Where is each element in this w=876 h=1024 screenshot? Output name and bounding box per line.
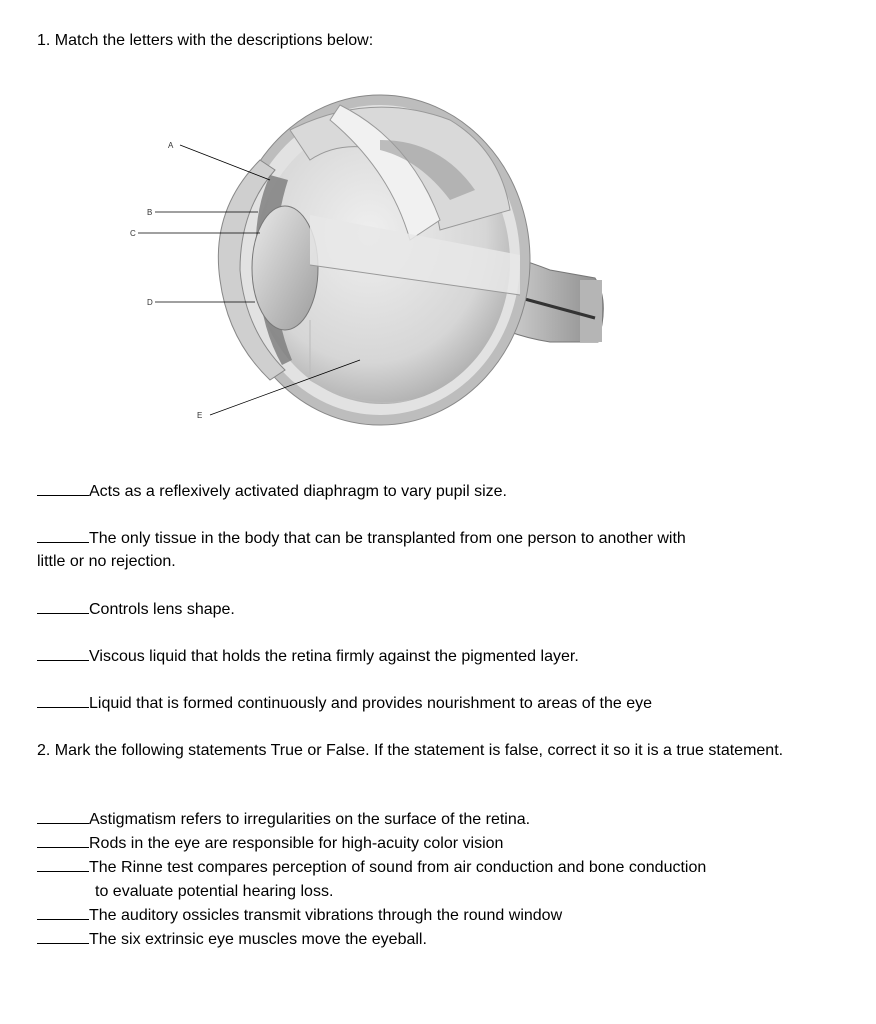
label-a: A (168, 141, 174, 150)
label-c: C (130, 229, 136, 238)
tf-item-3-continuation: to evaluate potential hearing loss. (95, 883, 334, 900)
q1-item-5: Liquid that is formed continuously and provides nourishment to areas of the eye (37, 692, 652, 715)
eye-diagram (110, 80, 630, 440)
q1-item-1: Acts as a reflexively activated diaphragm to vary pupil size. (37, 480, 507, 503)
answer-blank[interactable] (37, 483, 89, 496)
answer-blank[interactable] (37, 530, 89, 543)
answer-blank[interactable] (37, 907, 89, 920)
label-d: D (147, 298, 153, 307)
q1-item-2: The only tissue in the body that can be transplanted from one person to another with little or no rejection. (37, 530, 686, 570)
answer-blank[interactable] (37, 601, 89, 614)
tf-item-5: The six extrinsic eye muscles move the eyeball. (37, 928, 837, 952)
tf-item-2: Rods in the eye are responsible for high-acuity color vision (37, 832, 837, 856)
question-1-title: 1. Match the letters with the descriptions below: (37, 32, 374, 49)
q1-item-3: Controls lens shape. (37, 598, 235, 621)
tf-item-1: Astigmatism refers to irregularities on the surface of the retina. (37, 808, 837, 832)
answer-blank[interactable] (37, 695, 89, 708)
leader-line-a (180, 145, 270, 180)
q1-item-4: Viscous liquid that holds the retina firmly against the pigmented layer. (37, 645, 579, 668)
label-e: E (197, 411, 203, 420)
answer-blank[interactable] (37, 931, 89, 944)
answer-blank[interactable] (37, 811, 89, 824)
tf-item-3: The Rinne test compares perception of sound from air conduction and bone conduction (37, 856, 837, 880)
tf-item-4: The auditory ossicles transmit vibrations through the round window (37, 904, 837, 928)
lens (252, 206, 318, 330)
question-2-title: 2. Mark the following statements True or False. If the statement is false, correct it so it is a true statement. (37, 742, 784, 759)
label-b: B (147, 208, 153, 217)
answer-blank[interactable] (37, 648, 89, 661)
answer-blank[interactable] (37, 835, 89, 848)
true-false-list (37, 808, 837, 952)
answer-blank[interactable] (37, 859, 89, 872)
